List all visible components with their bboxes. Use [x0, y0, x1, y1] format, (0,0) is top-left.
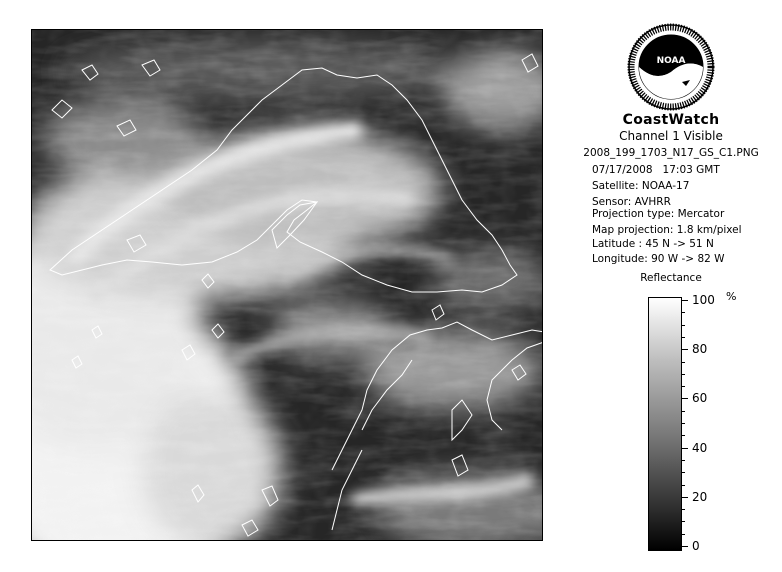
map-projection: Map projection: 1.8 km/pixel [592, 224, 742, 236]
colorbar-minor-tick [682, 312, 685, 313]
colorbar-minor-tick [682, 374, 685, 375]
colorbar-tick [682, 300, 688, 301]
colorbar-tick-label: 40 [692, 440, 708, 455]
brand-title: CoastWatch [622, 112, 720, 128]
colorbar-tick [682, 497, 688, 498]
channel-label: Channel 1 Visible [619, 129, 723, 143]
colorbar-minor-tick [682, 534, 685, 535]
colorbar-minor-tick [682, 472, 685, 473]
colorbar-tick [682, 349, 688, 350]
noaa-logo [622, 22, 720, 112]
colorbar-minor-tick [682, 423, 685, 424]
colorbar-title: Reflectance [640, 272, 702, 284]
colorbar-minor-tick [682, 509, 685, 510]
time: 17:03 GMT [662, 164, 720, 176]
noaa-logo-text: NOAA [656, 56, 686, 66]
colorbar-unit: % [726, 290, 737, 303]
colorbar-minor-tick [682, 337, 685, 338]
latitude-range: Latitude : 45 N -> 51 N [592, 238, 714, 250]
date: 07/17/2008 [592, 164, 653, 176]
colorbar-minor-tick [682, 386, 685, 387]
colorbar-minor-tick [682, 485, 685, 486]
colorbar-tick-label: 20 [692, 489, 708, 504]
colorbar-tick-label: 60 [692, 391, 708, 406]
info-panel [560, 0, 782, 572]
projection-type: Projection type: Mercator [592, 208, 725, 220]
colorbar-minor-tick [682, 325, 685, 326]
colorbar-minor-tick [682, 435, 685, 436]
colorbar-tick-label: 0 [692, 539, 700, 553]
satellite-image [31, 29, 543, 541]
date-time [592, 164, 720, 177]
colorbar-minor-tick [682, 411, 685, 412]
longitude-range: Longitude: 90 W -> 82 W [592, 253, 725, 265]
colorbar-minor-tick [682, 460, 685, 461]
colorbar-tick [682, 448, 688, 449]
colorbar-minor-tick [682, 521, 685, 522]
filename: 2008_199_1703_N17_GS_C1.PNG [583, 147, 759, 159]
colorbar-tick [682, 398, 688, 399]
colorbar-minor-tick [682, 362, 685, 363]
colorbar-tick-label: 80 [692, 342, 708, 357]
colorbar-tick-label: 100 [692, 293, 715, 307]
satellite-info: Satellite: NOAA-17 [592, 180, 690, 192]
sensor-info: Sensor: AVHRR [592, 196, 671, 208]
reflectance-colorbar [648, 297, 682, 551]
colorbar-tick [682, 546, 688, 547]
